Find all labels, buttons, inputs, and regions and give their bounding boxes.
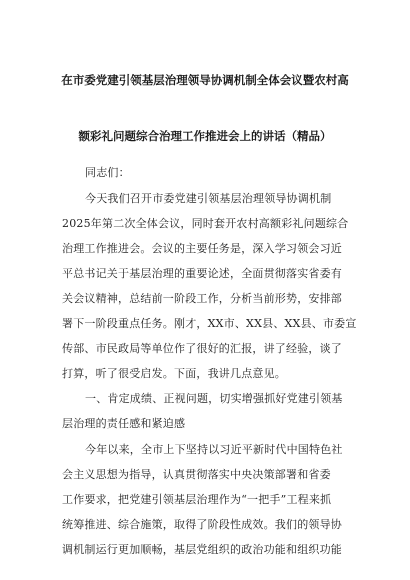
paragraph-line: 工作要求，把党建引领基层治理作为“一把手”工程来抓	[62, 493, 332, 506]
section-heading-line: 层治理的责任感和紧迫感	[62, 417, 186, 430]
paragraph-line: 打算，听了很受启发。下面，我讲几点意见。	[62, 367, 286, 380]
paragraph-line: 平总书记关于基层治理的重要论述，全面贯彻落实省委有	[62, 267, 342, 280]
salutation: 同志们：	[85, 166, 130, 179]
paragraph-line: 调机制运行更加顺畅，基层党组织的政治功能和组织功能	[62, 543, 342, 556]
paragraph-line: 署下一阶段重点任务。刚才，XX市、XX县、XX县、市委宣	[62, 317, 357, 330]
document-title-line-1: 在市委党建引领基层治理领导协调机制全体会议暨农村高	[61, 73, 349, 87]
paragraph-line: 传部、市民政局等单位作了很好的汇报，讲了经验，谈了	[62, 342, 342, 355]
paragraph-line: 统筹推进、综合施策，取得了阶段性成效。我们的领导协	[62, 518, 342, 531]
document-title-line-2: 额彩礼问题综合治理工作推进会上的讲话（精品）	[78, 129, 332, 143]
paragraph-line: 会主义思想为指导，认真贯彻落实中央决策部署和省委	[62, 468, 331, 481]
paragraph-line: 治理工作推进会。会议的主要任务是，深入学习领会习近	[62, 242, 342, 255]
section-heading-line: 一、肯定成绩、正视问题，切实增强抓好党建引领基	[85, 392, 343, 405]
paragraph-line: 关会议精神，总结前一阶段工作，分析当前形势，安排部	[62, 292, 342, 305]
paragraph-line: 今天我们召开市委党建引领基层治理领导协调机制	[85, 192, 332, 205]
paragraph-line: 今年以来，全市上下坚持以习近平新时代中国特色社	[85, 443, 343, 456]
paragraph-line: 2025年第二次全体会议，同时套开农村高额彩礼问题综合	[62, 217, 349, 230]
